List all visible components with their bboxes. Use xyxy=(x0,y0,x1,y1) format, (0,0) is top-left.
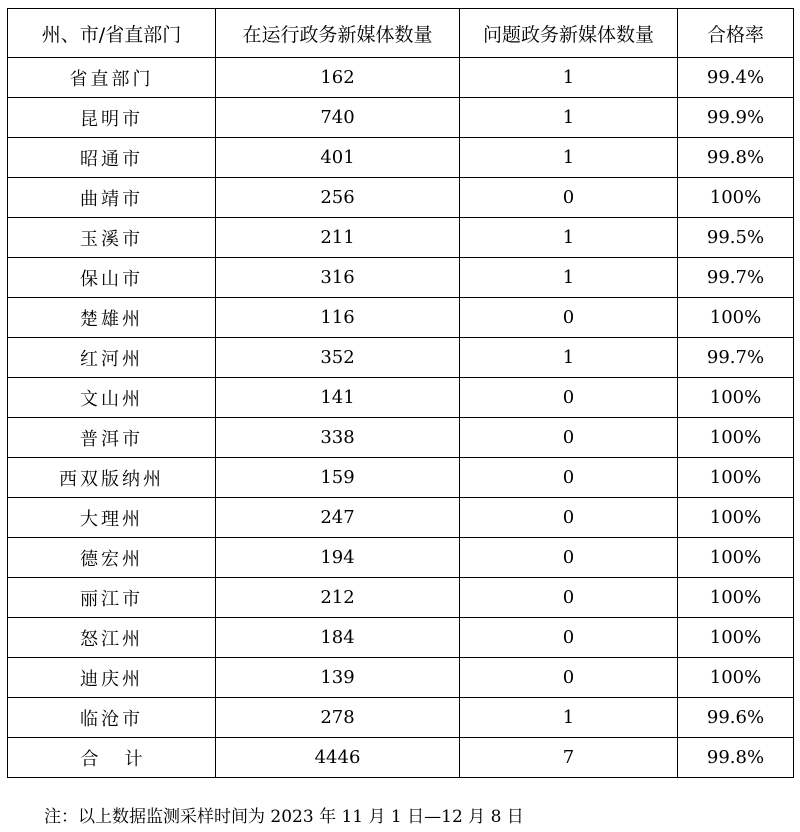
active-count-cell: 278 xyxy=(216,698,460,738)
region-cell: 临沧市 xyxy=(8,698,216,738)
pass-rate-cell: 99.7% xyxy=(678,258,794,298)
total-problem-count-cell: 7 xyxy=(460,738,678,778)
pass-rate-cell: 99.8% xyxy=(678,138,794,178)
pass-rate-cell: 99.9% xyxy=(678,98,794,138)
pass-rate-cell: 100% xyxy=(678,298,794,338)
pass-rate-cell: 100% xyxy=(678,578,794,618)
problem-count-cell: 0 xyxy=(460,618,678,658)
table-row xyxy=(8,458,794,498)
problem-count-cell: 0 xyxy=(460,178,678,218)
active-count-cell: 212 xyxy=(216,578,460,618)
pass-rate-cell: 100% xyxy=(678,658,794,698)
region-cell: 普洱市 xyxy=(8,418,216,458)
table-row xyxy=(8,658,794,698)
problem-count-cell: 1 xyxy=(460,58,678,98)
total-label-cell: 合计 xyxy=(8,738,216,778)
active-count-cell: 184 xyxy=(216,618,460,658)
pass-rate-cell: 100% xyxy=(678,178,794,218)
pass-rate-cell: 100% xyxy=(678,618,794,658)
problem-count-cell: 1 xyxy=(460,338,678,378)
total-row xyxy=(8,738,794,778)
total-pass-rate-cell: 99.8% xyxy=(678,738,794,778)
header-active-count: 在运行政务新媒体数量 xyxy=(216,9,460,58)
region-cell: 楚雄州 xyxy=(8,298,216,338)
problem-count-cell: 0 xyxy=(460,298,678,338)
active-count-cell: 740 xyxy=(216,98,460,138)
table-row xyxy=(8,98,794,138)
pass-rate-cell: 100% xyxy=(678,538,794,578)
problem-count-cell: 1 xyxy=(460,138,678,178)
active-count-cell: 194 xyxy=(216,538,460,578)
table-row xyxy=(8,338,794,378)
active-count-cell: 256 xyxy=(216,178,460,218)
pass-rate-cell: 100% xyxy=(678,458,794,498)
header-problem-count: 问题政务新媒体数量 xyxy=(460,9,678,58)
table-row xyxy=(8,378,794,418)
table-row xyxy=(8,578,794,618)
pass-rate-cell: 100% xyxy=(678,378,794,418)
problem-count-cell: 1 xyxy=(460,258,678,298)
problem-count-cell: 0 xyxy=(460,458,678,498)
region-cell: 省直部门 xyxy=(8,58,216,98)
header-row xyxy=(8,9,794,58)
region-cell: 红河州 xyxy=(8,338,216,378)
pass-rate-cell: 99.7% xyxy=(678,338,794,378)
active-count-cell: 338 xyxy=(216,418,460,458)
pass-rate-cell: 99.4% xyxy=(678,58,794,98)
active-count-cell: 162 xyxy=(216,58,460,98)
problem-count-cell: 1 xyxy=(460,98,678,138)
table-row xyxy=(8,698,794,738)
active-count-cell: 247 xyxy=(216,498,460,538)
region-cell: 曲靖市 xyxy=(8,178,216,218)
region-cell: 大理州 xyxy=(8,498,216,538)
region-cell: 昆明市 xyxy=(8,98,216,138)
total-active-count-cell: 4446 xyxy=(216,738,460,778)
media-stats-table xyxy=(7,8,794,778)
problem-count-cell: 0 xyxy=(460,498,678,538)
pass-rate-cell: 99.6% xyxy=(678,698,794,738)
problem-count-cell: 1 xyxy=(460,698,678,738)
problem-count-cell: 0 xyxy=(460,658,678,698)
region-cell: 迪庆州 xyxy=(8,658,216,698)
problem-count-cell: 1 xyxy=(460,218,678,258)
active-count-cell: 116 xyxy=(216,298,460,338)
region-cell: 丽江市 xyxy=(8,578,216,618)
region-cell: 德宏州 xyxy=(8,538,216,578)
table-row xyxy=(8,298,794,338)
header-pass-rate: 合格率 xyxy=(678,9,794,58)
pass-rate-cell: 100% xyxy=(678,418,794,458)
active-count-cell: 352 xyxy=(216,338,460,378)
table-row xyxy=(8,618,794,658)
region-cell: 玉溪市 xyxy=(8,218,216,258)
active-count-cell: 316 xyxy=(216,258,460,298)
problem-count-cell: 0 xyxy=(460,578,678,618)
problem-count-cell: 0 xyxy=(460,538,678,578)
table-row xyxy=(8,498,794,538)
active-count-cell: 401 xyxy=(216,138,460,178)
table-row xyxy=(8,58,794,98)
region-cell: 保山市 xyxy=(8,258,216,298)
table-row xyxy=(8,258,794,298)
header-region: 州、市/省直部门 xyxy=(8,9,216,58)
region-cell: 昭通市 xyxy=(8,138,216,178)
active-count-cell: 211 xyxy=(216,218,460,258)
footnote: 注：以上数据监测采样时间为 2023 年 11 月 1 日—12 月 8 日 xyxy=(44,807,524,827)
table-row xyxy=(8,218,794,258)
region-cell: 怒江州 xyxy=(8,618,216,658)
active-count-cell: 141 xyxy=(216,378,460,418)
table-row xyxy=(8,138,794,178)
region-cell: 文山州 xyxy=(8,378,216,418)
active-count-cell: 139 xyxy=(216,658,460,698)
problem-count-cell: 0 xyxy=(460,418,678,458)
problem-count-cell: 0 xyxy=(460,378,678,418)
table-row xyxy=(8,538,794,578)
region-cell: 西双版纳州 xyxy=(8,458,216,498)
table-row xyxy=(8,178,794,218)
table-row xyxy=(8,418,794,458)
pass-rate-cell: 99.5% xyxy=(678,218,794,258)
active-count-cell: 159 xyxy=(216,458,460,498)
pass-rate-cell: 100% xyxy=(678,498,794,538)
